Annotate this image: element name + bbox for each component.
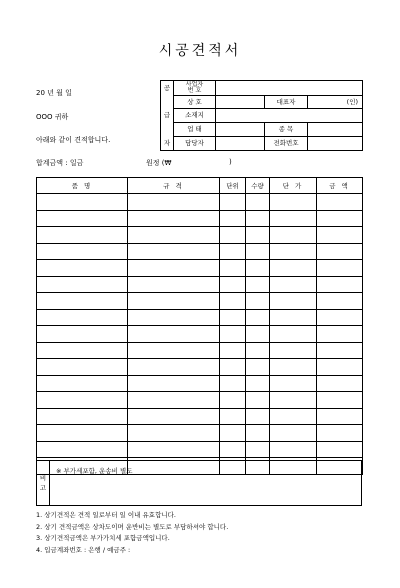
address-label: 소재지 <box>174 109 216 123</box>
table-cell[interactable] <box>270 276 317 293</box>
table-cell[interactable] <box>270 441 317 458</box>
table-cell[interactable] <box>128 375 220 392</box>
table-cell[interactable] <box>37 392 128 409</box>
table-cell[interactable] <box>128 408 220 425</box>
table-cell[interactable] <box>246 276 270 293</box>
table-cell[interactable] <box>220 342 246 359</box>
table-cell[interactable] <box>37 194 128 211</box>
table-cell[interactable] <box>246 227 270 244</box>
table-cell[interactable] <box>317 210 363 227</box>
table-cell[interactable] <box>246 293 270 310</box>
manager-field[interactable] <box>216 137 265 151</box>
reg-no-field[interactable] <box>216 81 363 96</box>
table-cell[interactable] <box>37 309 128 326</box>
table-cell[interactable] <box>220 425 246 442</box>
total-label: 합계금액 : 일금 <box>36 159 84 167</box>
table-cell[interactable] <box>37 408 128 425</box>
table-row <box>37 425 363 442</box>
table-cell[interactable] <box>128 392 220 409</box>
table-cell[interactable] <box>270 243 317 260</box>
item-field[interactable] <box>308 123 363 137</box>
table-cell[interactable] <box>246 194 270 211</box>
remarks-text[interactable]: ※ 부가세포함, 운송비 별도 <box>50 461 362 506</box>
table-cell[interactable] <box>270 309 317 326</box>
table-cell[interactable] <box>37 260 128 277</box>
table-cell[interactable] <box>128 243 220 260</box>
supplier-table <box>160 80 363 151</box>
table-row <box>37 194 363 211</box>
item-label: 종 목 <box>265 123 308 137</box>
table-cell[interactable] <box>128 260 220 277</box>
table-row <box>37 375 363 392</box>
table-cell[interactable] <box>220 243 246 260</box>
table-cell[interactable] <box>270 342 317 359</box>
notes <box>36 510 228 556</box>
business-field[interactable] <box>216 123 265 137</box>
table-cell[interactable] <box>220 359 246 376</box>
table-cell[interactable] <box>246 425 270 442</box>
table-cell[interactable] <box>246 408 270 425</box>
seal-field[interactable]: (인) <box>308 96 363 109</box>
table-cell[interactable] <box>128 425 220 442</box>
table-cell[interactable] <box>37 276 128 293</box>
name-label: 상 호 <box>174 96 216 109</box>
table-row <box>37 441 363 458</box>
table-cell[interactable] <box>128 210 220 227</box>
table-row <box>37 326 363 343</box>
phone-label: 전화번호 <box>265 137 308 151</box>
table-cell[interactable] <box>220 276 246 293</box>
table-cell[interactable] <box>220 326 246 343</box>
table-cell[interactable] <box>270 392 317 409</box>
table-cell[interactable] <box>128 309 220 326</box>
table-cell[interactable] <box>128 326 220 343</box>
items-table <box>36 177 363 475</box>
supplier-side-label-2: 급 <box>161 109 174 123</box>
table-cell[interactable] <box>220 309 246 326</box>
table-cell[interactable] <box>270 293 317 310</box>
table-cell[interactable] <box>37 243 128 260</box>
table-cell[interactable] <box>220 194 246 211</box>
total-close: ) <box>229 158 232 166</box>
table-cell[interactable] <box>270 359 317 376</box>
header-amount: 금 액 <box>317 178 363 194</box>
supplier-side-label-3: 자 <box>161 137 174 151</box>
table-row <box>37 408 363 425</box>
table-cell[interactable] <box>246 441 270 458</box>
table-row <box>37 309 363 326</box>
table-cell[interactable] <box>270 326 317 343</box>
table-cell[interactable] <box>270 425 317 442</box>
table-cell[interactable] <box>317 326 363 343</box>
table-cell[interactable] <box>270 227 317 244</box>
quote-statement: 아래와 같이 견적합니다. <box>36 136 111 144</box>
table-cell[interactable] <box>270 375 317 392</box>
document-title: 시공견적서 <box>158 43 242 59</box>
note-4: 4. 입금계좌번호 : 은행 / 예금주 : <box>36 545 131 554</box>
table-cell[interactable] <box>220 293 246 310</box>
table-cell[interactable] <box>317 408 363 425</box>
table-cell[interactable] <box>37 425 128 442</box>
total-won: 원정 (₩ <box>146 159 172 167</box>
table-cell[interactable] <box>270 210 317 227</box>
items-header-row <box>37 178 363 194</box>
table-cell[interactable] <box>317 260 363 277</box>
note-2: 2. 상기 견적금액은 상차도이며 운반비는 별도로 부담하셔야 합니다. <box>36 522 229 531</box>
table-cell[interactable] <box>317 441 363 458</box>
table-row <box>37 342 363 359</box>
table-cell[interactable] <box>128 276 220 293</box>
header-qty: 수량 <box>246 178 270 194</box>
table-cell[interactable] <box>128 293 220 310</box>
quote-date: 20 년 월 일 <box>36 89 72 97</box>
table-row <box>37 276 363 293</box>
reg-no-label: 사업자 번 호 <box>174 81 216 96</box>
phone-field[interactable] <box>308 137 363 151</box>
table-cell[interactable] <box>317 342 363 359</box>
remarks-table <box>36 460 362 506</box>
table-cell[interactable] <box>37 293 128 310</box>
table-cell[interactable] <box>317 243 363 260</box>
table-cell[interactable] <box>246 375 270 392</box>
table-cell[interactable] <box>246 243 270 260</box>
table-cell[interactable] <box>220 227 246 244</box>
table-cell[interactable] <box>246 210 270 227</box>
table-row <box>37 392 363 409</box>
supplier-side-label-1: 공 <box>161 81 174 96</box>
recipient: OOO 귀하 <box>36 113 69 121</box>
table-cell[interactable] <box>220 408 246 425</box>
table-cell[interactable] <box>37 375 128 392</box>
table-cell[interactable] <box>317 276 363 293</box>
table-cell[interactable] <box>37 359 128 376</box>
table-cell[interactable] <box>317 309 363 326</box>
table-cell[interactable] <box>317 425 363 442</box>
table-cell[interactable] <box>220 392 246 409</box>
table-cell[interactable] <box>317 194 363 211</box>
table-cell[interactable] <box>220 375 246 392</box>
table-cell[interactable] <box>270 194 317 211</box>
table-cell[interactable] <box>128 359 220 376</box>
table-cell[interactable] <box>220 260 246 277</box>
table-cell[interactable] <box>37 210 128 227</box>
table-cell[interactable] <box>317 392 363 409</box>
table-row <box>37 243 363 260</box>
header-unit-price: 단 가 <box>270 178 317 194</box>
table-cell[interactable] <box>128 194 220 211</box>
header-item-name: 품 명 <box>37 178 128 194</box>
table-cell[interactable] <box>37 227 128 244</box>
table-cell[interactable] <box>246 260 270 277</box>
table-row <box>37 260 363 277</box>
note-3: 3. 상기견적금액은 부가가치세 포함금액입니다. <box>36 534 170 542</box>
remarks-label: 비 고 <box>37 461 50 506</box>
table-row <box>37 227 363 244</box>
table-row <box>37 359 363 376</box>
table-cell[interactable] <box>128 441 220 458</box>
table-cell[interactable] <box>317 293 363 310</box>
table-cell[interactable] <box>37 326 128 343</box>
table-cell[interactable] <box>37 342 128 359</box>
address-field[interactable] <box>216 109 363 123</box>
note-1: 1. 상기견적은 견적 일로부터 일 이내 유효합니다. <box>36 511 176 519</box>
table-cell[interactable] <box>128 227 220 244</box>
table-row <box>37 293 363 310</box>
table-cell[interactable] <box>246 392 270 409</box>
table-cell[interactable] <box>317 227 363 244</box>
header-spec: 규 격 <box>128 178 220 194</box>
table-cell[interactable] <box>128 342 220 359</box>
rep-label: 대표자 <box>265 96 308 109</box>
business-label: 업 태 <box>174 123 216 137</box>
table-cell[interactable] <box>246 309 270 326</box>
manager-label: 담당자 <box>174 137 216 151</box>
name-field[interactable] <box>216 96 265 109</box>
table-cell[interactable] <box>317 359 363 376</box>
table-cell[interactable] <box>246 359 270 376</box>
table-cell[interactable] <box>270 408 317 425</box>
table-row <box>37 210 363 227</box>
table-cell[interactable] <box>270 260 317 277</box>
table-cell[interactable] <box>246 326 270 343</box>
table-cell[interactable] <box>246 342 270 359</box>
header-unit: 단위 <box>220 178 246 194</box>
table-cell[interactable] <box>317 375 363 392</box>
table-cell[interactable] <box>37 441 128 458</box>
table-cell[interactable] <box>220 441 246 458</box>
table-cell[interactable] <box>220 210 246 227</box>
